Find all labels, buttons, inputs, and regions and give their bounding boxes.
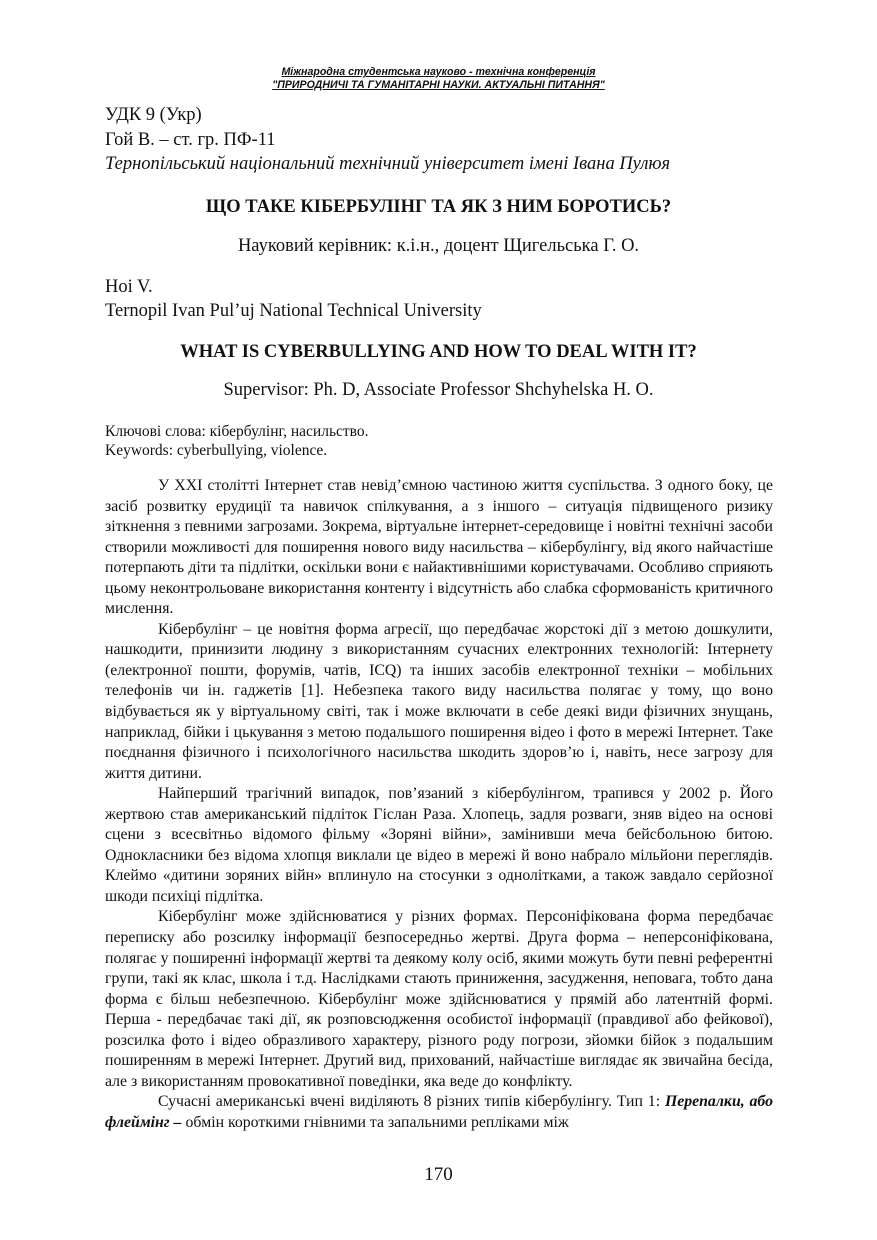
affiliation-en: Ternopil Ivan Pul’uj National Technical University [105,301,482,321]
author-ua: Гой В. – ст. гр. ПФ-11 [105,130,276,150]
paragraph-5-start: Сучасні американські вчені виділяють 8 різних типів кібербулінгу. Тип 1: [158,1093,661,1111]
title-en: WHAT IS CYBERBULLYING AND HOW TO DEAL WITH IT? [180,342,697,362]
paragraph-3: Найперший трагічний випадок, пов’язаний з кібербулінгом, трапився у 2002 р. Його жертвою став американський підліток Гіслан Раза. Хлопець, задля розваги, зняв відео на основі сцени з всесвітньо відомого фільму «Зоряні війни», замінивши меча бейсбольною битою. Однокласники без відома хлопця виклали це відео в мережі й воно набрало мільйони переглядів. Клеймо «дитини зоряних війн» вплинуло на стосунки з однолітками, а також завдало серйозної шкоди психіці підлітка. [105,785,773,905]
paragraph-1: У XXI столітті Інтернет став невід’ємною частиною життя суспільства. З одного боку, це засіб розвитку ерудиції та навичок спілкування, а з іншого – ситуація підвищеного ризику зіткнення з певними загрозами. Зокрема, віртуальне інтернет-середовище і новітні технічні засоби створили можливості для поширення нового виду насильства – кібербулінгу, від якого найчастіше потерпають діти та підлітки, оскільки вони є найактивнішими користувачами. Особливо сприяють цьому неконтрольоване використання контенту і відсутність або слабка сформованість критичного мислення. [105,477,773,618]
conference-header-line2: "ПРИРОДНИЧІ ТА ГУМАНІТАРНІ НАУКИ. АКТУАЛЬНІ ПИТАННЯ" [272,79,605,91]
keywords-ua: Ключові слова: кібербулінг, насильство. [105,423,369,440]
supervisor-ua: Науковий керівник: к.і.н., доцент Щигельська Г. О. [237,236,640,256]
author-en: Hoi V. [105,277,153,297]
paragraph-5 [105,1092,773,1133]
page-number: 170 [424,1164,453,1185]
paragraph-5-end: обмін короткими гнівними та запальними репліками між [185,1113,569,1131]
title-ua: ЩО ТАКЕ КІБЕРБУЛІНГ ТА ЯК З НИМ БОРОТИСЬ? [205,197,672,217]
body-text [105,476,773,1134]
affiliation-ua: Тернопільський національний технічний університет імені Івана Пулюя [105,154,671,174]
udc-code: УДК 9 (Укр) [105,105,202,125]
paragraph-4: Кібербулінг може здійснюватися у різних формах. Персоніфікована форма передбачає переписку або розсилку інформації безпосередньо жертві. Друга форма – неперсоніфікована, полягає у поширенні інформації жертві та деякому колу осіб, якими можуть бути певні референтні групи, такі як клас, школа і т.д. Наслідками стають приниження, засудження, неповага, тобто дана форма є більш небезпечною. Кібербулінг може здійснюватися у прямій або латентній формі. Перша - передбачає такі дії, як розповсюдження особистої інформації (правдивої або фейкової), розсилка фото і відео образливого характеру, різного роду погрози, зйомки бійок з подальшим поширенням в мережі Інтернет. Другий вид, прихований, найчастіше виглядає як звичайна бесіда, але з використанням провокативної поведінки, яка веде до конфлікту. [105,908,773,1090]
keywords-en: Keywords: cyberbullying, violence. [105,442,328,459]
conference-header-line1: Міжнародна студентська науково - технічна конференція [281,66,596,78]
flaming-term: Перепалки, або флеймінг – [105,1093,773,1131]
paragraph-2: Кібербулінг – це новітня форма агресії, що передбачає жорстокі дії з метою дошкулити, нашкодити, принизити людину з використанням сучасних електронних технологій: Інтернету (електронної пошти, форумів, чатів, ICQ) та інших засобів електронної техніки – мобільних телефонів чи ін. гаджетів [1]. Небезпека такого виду насильства полягає у тому, що воно відбувається як у віртуальному світі, так і може включати в себе деякі види фізичних знущань, наприклад, бійки і цькування з метою подальшого поширення відео і фото в мережі Інтернет. Таке поєднання фізичного і психологічного насильства шкодить здоров’ю і, навіть, несе загрозу для життя дитини. [105,620,773,782]
supervisor-en: Supervisor: Ph. D, Associate Professor Shchyhelska H. O. [223,380,654,400]
